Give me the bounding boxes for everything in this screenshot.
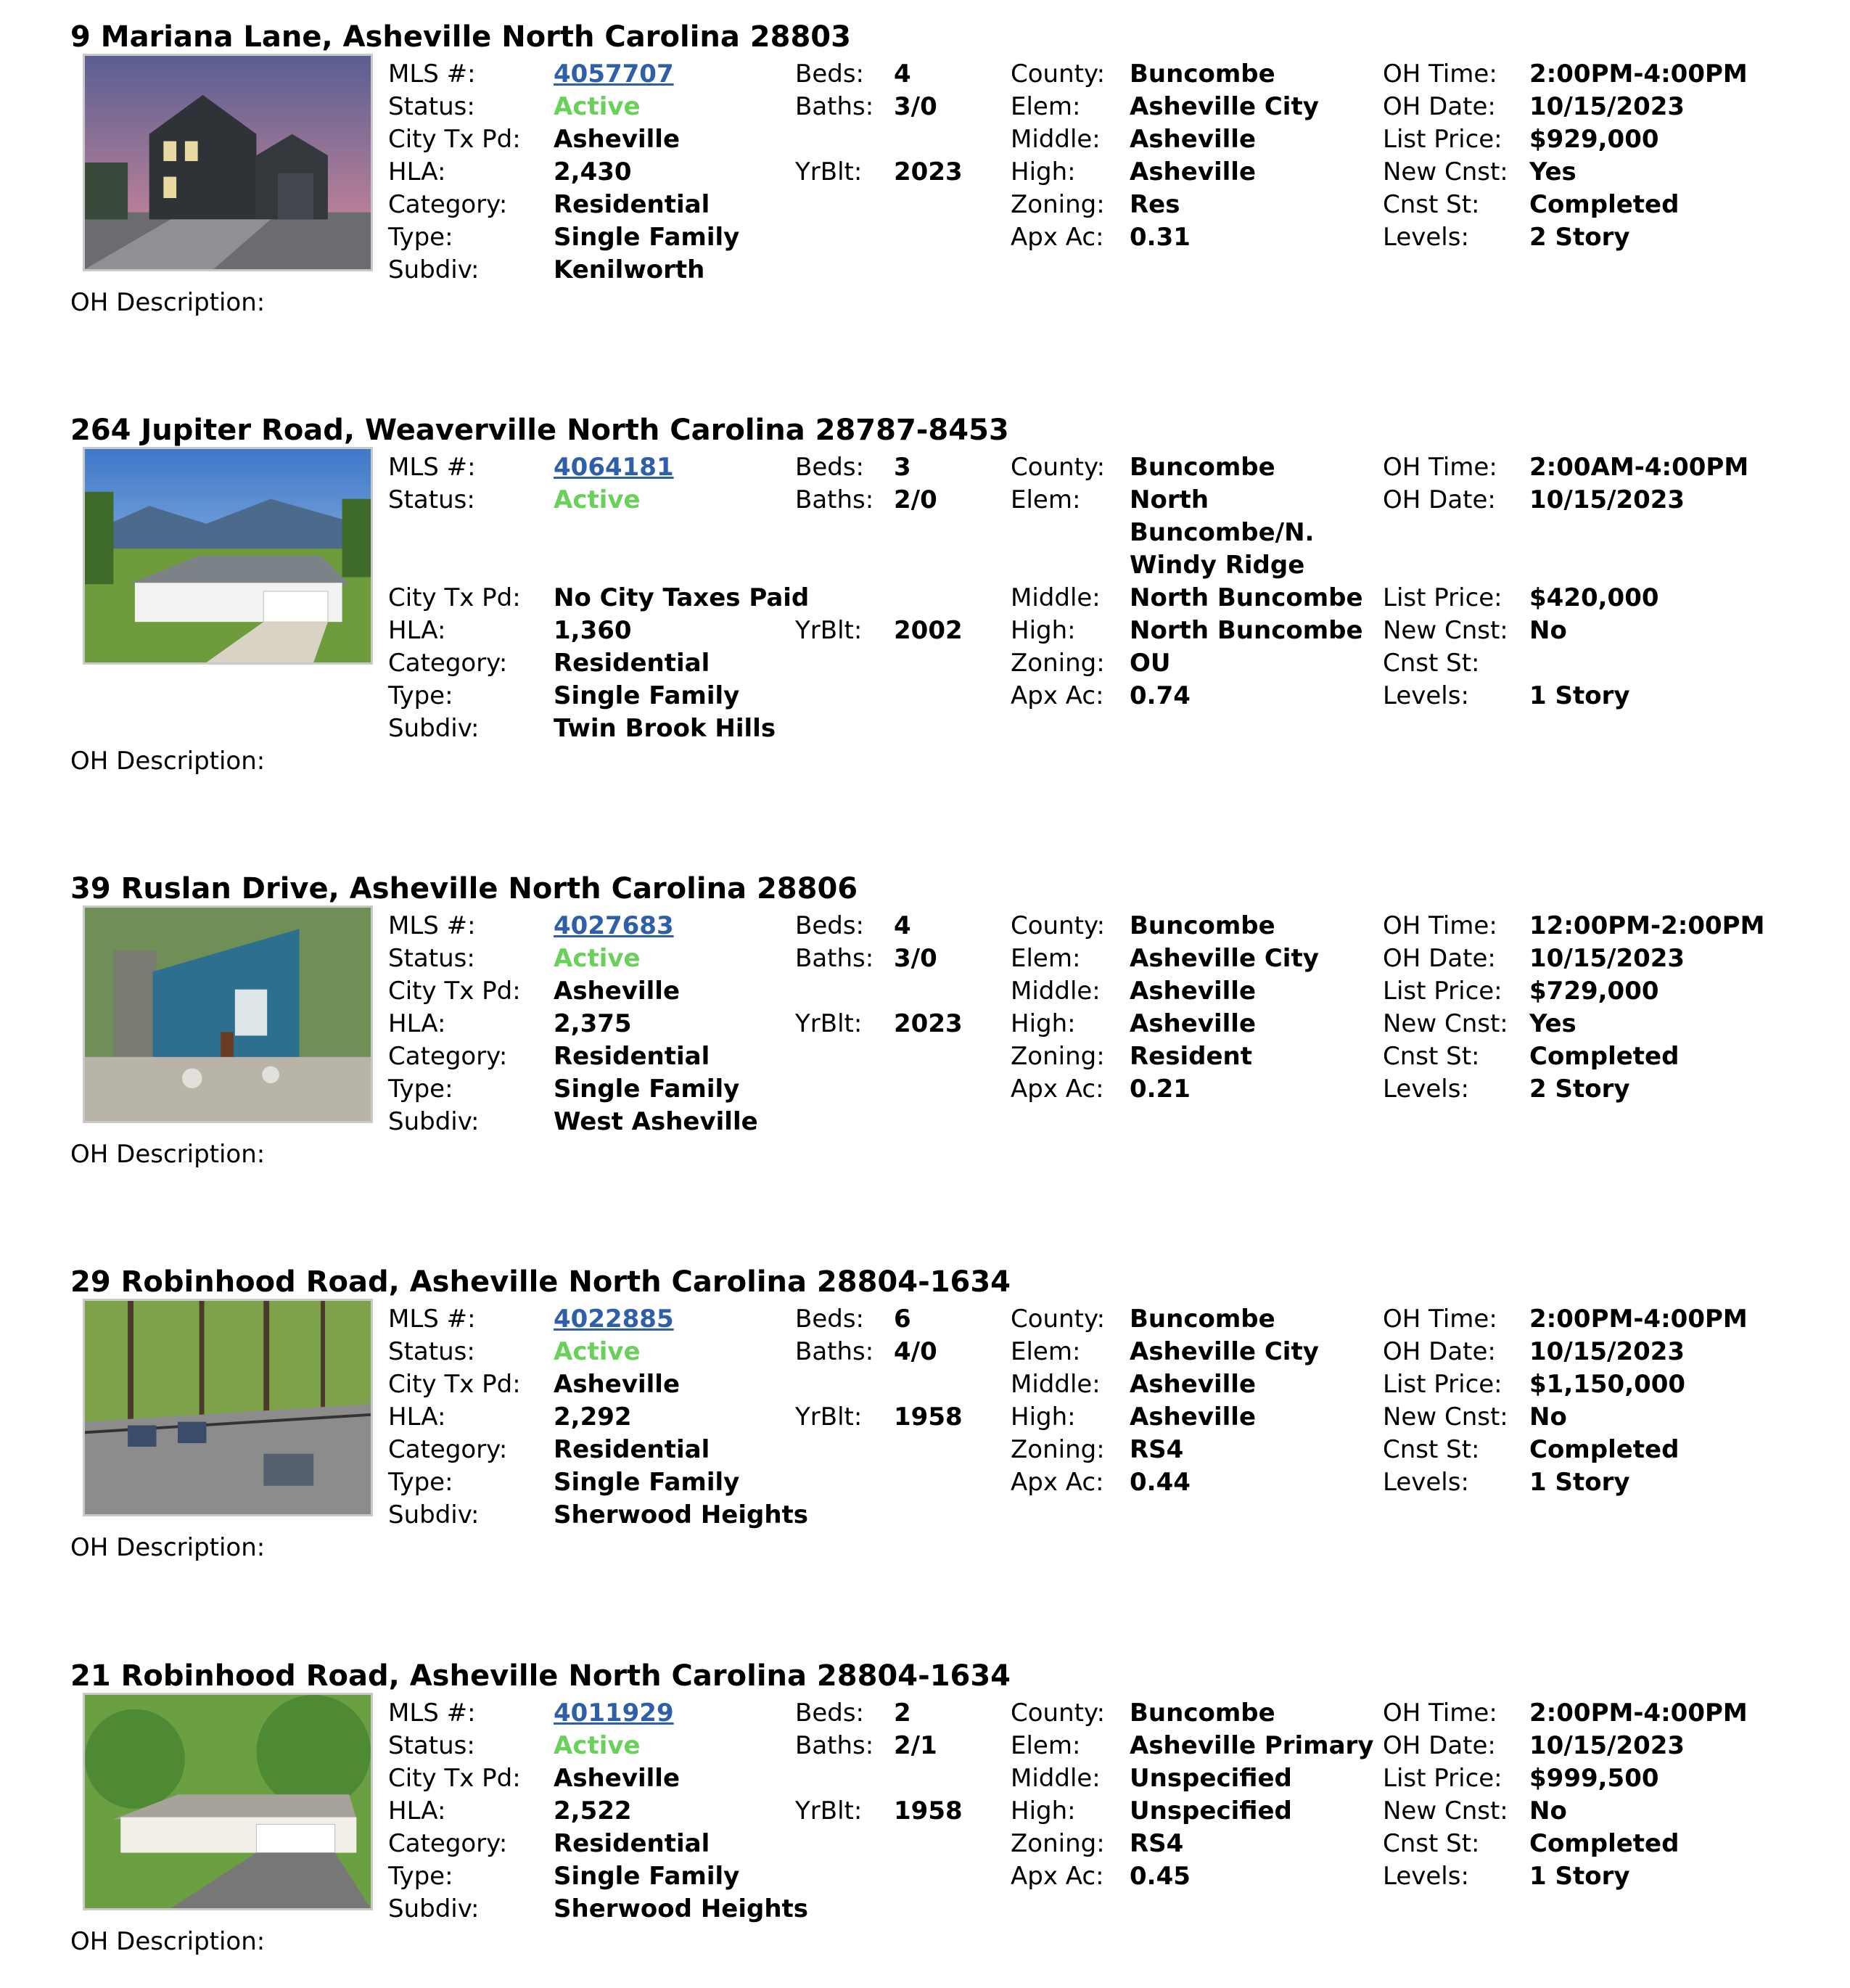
levels-label: Levels: bbox=[1383, 1862, 1469, 1891]
status-label: Status: bbox=[388, 92, 475, 121]
acres-value: 0.45 bbox=[1130, 1862, 1191, 1891]
middle-school-label: Middle: bbox=[1011, 125, 1101, 154]
high-school-label: High: bbox=[1011, 1796, 1076, 1825]
type-label: Type: bbox=[388, 1862, 453, 1891]
beds-value: 3 bbox=[894, 453, 911, 482]
yrblt-label: YrBlt: bbox=[795, 1402, 863, 1432]
county-value: Buncombe bbox=[1130, 59, 1275, 89]
oh-time-value: 2:00PM-4:00PM bbox=[1529, 1305, 1748, 1334]
construction-status-label: Cnst St: bbox=[1383, 1829, 1480, 1858]
listing-photo bbox=[83, 905, 373, 1123]
hla-value: 2,375 bbox=[554, 1009, 632, 1038]
levels-label: Levels: bbox=[1383, 681, 1469, 710]
type-value: Single Family bbox=[554, 1075, 740, 1104]
construction-status-label: Cnst St: bbox=[1383, 649, 1480, 678]
city-tax-paid-label: City Tx Pd: bbox=[388, 125, 521, 154]
mls-link[interactable]: 4022885 bbox=[554, 1305, 674, 1334]
elem-label: Elem: bbox=[1011, 944, 1081, 973]
subdivision-label: Subdiv: bbox=[388, 1107, 480, 1136]
construction-status-value: Completed bbox=[1529, 1435, 1680, 1464]
elem-value: Asheville City bbox=[1130, 92, 1319, 121]
mls-link[interactable]: 4057707 bbox=[554, 59, 674, 89]
status-label: Status: bbox=[388, 1731, 475, 1760]
oh-date-label: OH Date: bbox=[1383, 92, 1496, 121]
levels-label: Levels: bbox=[1383, 1075, 1469, 1104]
baths-value: 3/0 bbox=[894, 944, 937, 973]
middle-school-label: Middle: bbox=[1011, 977, 1101, 1006]
acres-label: Apx Ac: bbox=[1011, 1075, 1104, 1104]
hla-label: HLA: bbox=[388, 157, 446, 186]
status-label: Status: bbox=[388, 944, 475, 973]
middle-school-value: Asheville bbox=[1130, 1370, 1257, 1399]
mls-link[interactable]: 4027683 bbox=[554, 911, 674, 940]
listing-photo bbox=[83, 1299, 373, 1516]
type-value: Single Family bbox=[554, 1862, 740, 1891]
type-label: Type: bbox=[388, 1075, 453, 1104]
hla-label: HLA: bbox=[388, 1402, 446, 1432]
yrblt-label: YrBlt: bbox=[795, 1796, 863, 1825]
county-value: Buncombe bbox=[1130, 453, 1275, 482]
category-value: Residential bbox=[554, 1829, 710, 1858]
oh-date-value: 10/15/2023 bbox=[1529, 1731, 1685, 1760]
oh-date-value: 10/15/2023 bbox=[1529, 1337, 1685, 1366]
baths-value: 3/0 bbox=[894, 92, 937, 121]
middle-school-label: Middle: bbox=[1011, 1764, 1101, 1793]
construction-status-value: Completed bbox=[1529, 190, 1680, 219]
zoning-label: Zoning: bbox=[1011, 1829, 1105, 1858]
subdivision-label: Subdiv: bbox=[388, 255, 480, 284]
new-construction-label: New Cnst: bbox=[1383, 1009, 1508, 1038]
subdivision-label: Subdiv: bbox=[388, 714, 480, 743]
levels-value: 1 Story bbox=[1529, 681, 1630, 710]
county-label: County: bbox=[1011, 1699, 1106, 1728]
oh-time-value: 12:00PM-2:00PM bbox=[1529, 911, 1765, 940]
high-school-value: Asheville bbox=[1130, 1009, 1257, 1038]
middle-school-value: Asheville bbox=[1130, 977, 1257, 1006]
acres-value: 0.21 bbox=[1130, 1075, 1191, 1104]
type-label: Type: bbox=[388, 1468, 453, 1497]
zoning-label: Zoning: bbox=[1011, 649, 1105, 678]
subdivision-value: Sherwood Heights bbox=[554, 1500, 809, 1529]
oh-description-label: OH Description: bbox=[70, 1140, 266, 1169]
list-price-label: List Price: bbox=[1383, 1370, 1502, 1399]
zoning-value: Resident bbox=[1130, 1042, 1252, 1071]
listing-address: 9 Mariana Lane, Asheville North Carolina 28803 bbox=[70, 20, 851, 54]
new-construction-label: New Cnst: bbox=[1383, 1402, 1508, 1432]
oh-time-label: OH Time: bbox=[1383, 453, 1497, 482]
baths-value: 2/1 bbox=[894, 1731, 937, 1760]
high-school-label: High: bbox=[1011, 157, 1076, 186]
levels-value: 1 Story bbox=[1529, 1468, 1630, 1497]
status-label: Status: bbox=[388, 485, 475, 514]
elem-value: Asheville Primary bbox=[1130, 1731, 1374, 1760]
city-tax-paid-label: City Tx Pd: bbox=[388, 1370, 521, 1399]
acres-label: Apx Ac: bbox=[1011, 223, 1104, 252]
acres-label: Apx Ac: bbox=[1011, 1862, 1104, 1891]
mls-label: MLS #: bbox=[388, 453, 476, 482]
oh-date-value: 10/15/2023 bbox=[1529, 944, 1685, 973]
middle-school-label: Middle: bbox=[1011, 583, 1101, 612]
list-price-label: List Price: bbox=[1383, 583, 1502, 612]
type-label: Type: bbox=[388, 223, 453, 252]
list-price-value: $729,000 bbox=[1529, 977, 1659, 1006]
city-tax-paid-label: City Tx Pd: bbox=[388, 583, 521, 612]
oh-date-label: OH Date: bbox=[1383, 944, 1496, 973]
middle-school-value: Asheville bbox=[1130, 125, 1257, 154]
new-construction-value: Yes bbox=[1529, 1009, 1576, 1038]
beds-label: Beds: bbox=[795, 1305, 864, 1334]
listing-address: 264 Jupiter Road, Weaverville North Carolina 28787-8453 bbox=[70, 414, 1009, 447]
subdivision-value: West Asheville bbox=[554, 1107, 758, 1136]
category-label: Category: bbox=[388, 1042, 508, 1071]
listing-address: 29 Robinhood Road, Asheville North Carolina 28804-1634 bbox=[70, 1265, 1011, 1299]
levels-label: Levels: bbox=[1383, 1468, 1469, 1497]
status-label: Status: bbox=[388, 1337, 475, 1366]
list-price-value: $929,000 bbox=[1529, 125, 1659, 154]
county-label: County: bbox=[1011, 911, 1106, 940]
oh-date-label: OH Date: bbox=[1383, 1337, 1496, 1366]
oh-time-value: 2:00PM-4:00PM bbox=[1529, 1699, 1748, 1728]
yrblt-value: 2023 bbox=[894, 157, 963, 186]
oh-date-label: OH Date: bbox=[1383, 1731, 1496, 1760]
listing-address: 21 Robinhood Road, Asheville North Carolina 28804-1634 bbox=[70, 1659, 1011, 1693]
acres-label: Apx Ac: bbox=[1011, 1468, 1104, 1497]
oh-description-label: OH Description: bbox=[70, 288, 266, 317]
category-label: Category: bbox=[388, 649, 508, 678]
hla-value: 2,292 bbox=[554, 1402, 632, 1432]
county-value: Buncombe bbox=[1130, 911, 1275, 940]
elem-value: Asheville City bbox=[1130, 944, 1319, 973]
construction-status-value: Completed bbox=[1529, 1829, 1680, 1858]
high-school-label: High: bbox=[1011, 616, 1076, 645]
zoning-label: Zoning: bbox=[1011, 1435, 1105, 1464]
category-value: Residential bbox=[554, 649, 710, 678]
oh-date-value: 10/15/2023 bbox=[1529, 485, 1685, 514]
listing-photo bbox=[83, 447, 373, 665]
status-value: Active bbox=[554, 944, 641, 973]
oh-time-value: 2:00PM-4:00PM bbox=[1529, 59, 1748, 89]
elem-value: Buncombe/N. bbox=[1130, 518, 1315, 547]
zoning-label: Zoning: bbox=[1011, 1042, 1105, 1071]
mls-label: MLS #: bbox=[388, 1305, 476, 1334]
new-construction-value: No bbox=[1529, 616, 1567, 645]
subdivision-label: Subdiv: bbox=[388, 1500, 480, 1529]
beds-value: 4 bbox=[894, 59, 911, 89]
category-value: Residential bbox=[554, 1435, 710, 1464]
yrblt-label: YrBlt: bbox=[795, 157, 863, 186]
oh-time-label: OH Time: bbox=[1383, 1699, 1497, 1728]
city-tax-paid-value: Asheville bbox=[554, 977, 681, 1006]
subdivision-value: Twin Brook Hills bbox=[554, 714, 776, 743]
list-price-label: List Price: bbox=[1383, 125, 1502, 154]
mls-label: MLS #: bbox=[388, 911, 476, 940]
elem-value: Asheville City bbox=[1130, 1337, 1319, 1366]
levels-label: Levels: bbox=[1383, 223, 1469, 252]
city-tax-paid-label: City Tx Pd: bbox=[388, 977, 521, 1006]
type-value: Single Family bbox=[554, 223, 740, 252]
levels-value: 2 Story bbox=[1529, 223, 1630, 252]
county-label: County: bbox=[1011, 1305, 1106, 1334]
hla-value: 1,360 bbox=[554, 616, 632, 645]
hla-label: HLA: bbox=[388, 1009, 446, 1038]
elem-label: Elem: bbox=[1011, 1731, 1081, 1760]
construction-status-label: Cnst St: bbox=[1383, 190, 1480, 219]
mls-link[interactable]: 4064181 bbox=[554, 453, 674, 482]
list-price-value: $1,150,000 bbox=[1529, 1370, 1686, 1399]
county-label: County: bbox=[1011, 453, 1106, 482]
construction-status-value: Completed bbox=[1529, 1042, 1680, 1071]
yrblt-value: 1958 bbox=[894, 1402, 963, 1432]
baths-label: Baths: bbox=[795, 1337, 874, 1366]
beds-label: Beds: bbox=[795, 911, 864, 940]
status-value: Active bbox=[554, 92, 641, 121]
list-price-label: List Price: bbox=[1383, 977, 1502, 1006]
yrblt-value: 2023 bbox=[894, 1009, 963, 1038]
type-label: Type: bbox=[388, 681, 453, 710]
county-value: Buncombe bbox=[1130, 1699, 1275, 1728]
baths-label: Baths: bbox=[795, 92, 874, 121]
subdivision-value: Sherwood Heights bbox=[554, 1894, 809, 1923]
status-value: Active bbox=[554, 1731, 641, 1760]
beds-label: Beds: bbox=[795, 59, 864, 89]
list-price-value: $999,500 bbox=[1529, 1764, 1659, 1793]
city-tax-paid-value: No City Taxes Paid bbox=[554, 583, 810, 612]
new-construction-label: New Cnst: bbox=[1383, 1796, 1508, 1825]
yrblt-label: YrBlt: bbox=[795, 616, 863, 645]
oh-time-label: OH Time: bbox=[1383, 1305, 1497, 1334]
middle-school-label: Middle: bbox=[1011, 1370, 1101, 1399]
city-tax-paid-label: City Tx Pd: bbox=[388, 1764, 521, 1793]
listing-photo bbox=[83, 1693, 373, 1910]
oh-time-label: OH Time: bbox=[1383, 59, 1497, 89]
elem-label: Elem: bbox=[1011, 92, 1081, 121]
beds-value: 6 bbox=[894, 1305, 911, 1334]
mls-label: MLS #: bbox=[388, 1699, 476, 1728]
zoning-label: Zoning: bbox=[1011, 190, 1105, 219]
hla-label: HLA: bbox=[388, 1796, 446, 1825]
acres-label: Apx Ac: bbox=[1011, 681, 1104, 710]
high-school-value: Unspecified bbox=[1130, 1796, 1292, 1825]
beds-label: Beds: bbox=[795, 453, 864, 482]
new-construction-value: No bbox=[1529, 1796, 1567, 1825]
baths-value: 4/0 bbox=[894, 1337, 937, 1366]
middle-school-value: Unspecified bbox=[1130, 1764, 1292, 1793]
category-value: Residential bbox=[554, 1042, 710, 1071]
city-tax-paid-value: Asheville bbox=[554, 1764, 681, 1793]
elem-value: Windy Ridge bbox=[1130, 551, 1305, 580]
high-school-value: North Buncombe bbox=[1130, 616, 1363, 645]
new-construction-label: New Cnst: bbox=[1383, 616, 1508, 645]
hla-value: 2,522 bbox=[554, 1796, 632, 1825]
baths-label: Baths: bbox=[795, 1731, 874, 1760]
oh-time-value: 2:00AM-4:00PM bbox=[1529, 453, 1749, 482]
oh-description-label: OH Description: bbox=[70, 747, 266, 776]
oh-date-label: OH Date: bbox=[1383, 485, 1496, 514]
acres-value: 0.74 bbox=[1130, 681, 1191, 710]
zoning-value: RS4 bbox=[1130, 1829, 1184, 1858]
levels-value: 2 Story bbox=[1529, 1075, 1630, 1104]
oh-description-label: OH Description: bbox=[70, 1927, 266, 1956]
new-construction-value: Yes bbox=[1529, 157, 1576, 186]
acres-value: 0.44 bbox=[1130, 1468, 1191, 1497]
category-label: Category: bbox=[388, 1435, 508, 1464]
city-tax-paid-value: Asheville bbox=[554, 1370, 681, 1399]
middle-school-value: North Buncombe bbox=[1130, 583, 1363, 612]
construction-status-label: Cnst St: bbox=[1383, 1435, 1480, 1464]
hla-label: HLA: bbox=[388, 616, 446, 645]
subdivision-value: Kenilworth bbox=[554, 255, 705, 284]
high-school-value: Asheville bbox=[1130, 1402, 1257, 1432]
high-school-label: High: bbox=[1011, 1009, 1076, 1038]
oh-time-label: OH Time: bbox=[1383, 911, 1497, 940]
county-value: Buncombe bbox=[1130, 1305, 1275, 1334]
yrblt-value: 1958 bbox=[894, 1796, 963, 1825]
mls-link[interactable]: 4011929 bbox=[554, 1699, 674, 1728]
list-price-label: List Price: bbox=[1383, 1764, 1502, 1793]
new-construction-label: New Cnst: bbox=[1383, 157, 1508, 186]
acres-value: 0.31 bbox=[1130, 223, 1191, 252]
elem-label: Elem: bbox=[1011, 1337, 1081, 1366]
high-school-label: High: bbox=[1011, 1402, 1076, 1432]
listing-photo bbox=[83, 54, 373, 271]
beds-value: 2 bbox=[894, 1699, 911, 1728]
construction-status-label: Cnst St: bbox=[1383, 1042, 1480, 1071]
list-price-value: $420,000 bbox=[1529, 583, 1659, 612]
oh-description-label: OH Description: bbox=[70, 1533, 266, 1562]
yrblt-value: 2002 bbox=[894, 616, 963, 645]
subdivision-label: Subdiv: bbox=[388, 1894, 480, 1923]
status-value: Active bbox=[554, 485, 641, 514]
city-tax-paid-value: Asheville bbox=[554, 125, 681, 154]
mls-label: MLS #: bbox=[388, 59, 476, 89]
yrblt-label: YrBlt: bbox=[795, 1009, 863, 1038]
type-value: Single Family bbox=[554, 1468, 740, 1497]
baths-label: Baths: bbox=[795, 944, 874, 973]
high-school-value: Asheville bbox=[1130, 157, 1257, 186]
beds-value: 4 bbox=[894, 911, 911, 940]
county-label: County: bbox=[1011, 59, 1106, 89]
type-value: Single Family bbox=[554, 681, 740, 710]
new-construction-value: No bbox=[1529, 1402, 1567, 1432]
baths-value: 2/0 bbox=[894, 485, 937, 514]
zoning-value: Res bbox=[1130, 190, 1180, 219]
category-label: Category: bbox=[388, 190, 508, 219]
beds-label: Beds: bbox=[795, 1699, 864, 1728]
oh-date-value: 10/15/2023 bbox=[1529, 92, 1685, 121]
levels-value: 1 Story bbox=[1529, 1862, 1630, 1891]
elem-label: Elem: bbox=[1011, 485, 1081, 514]
status-value: Active bbox=[554, 1337, 641, 1366]
category-label: Category: bbox=[388, 1829, 508, 1858]
baths-label: Baths: bbox=[795, 485, 874, 514]
zoning-value: OU bbox=[1130, 649, 1171, 678]
zoning-value: RS4 bbox=[1130, 1435, 1184, 1464]
listing-address: 39 Ruslan Drive, Asheville North Carolina 28806 bbox=[70, 872, 858, 905]
elem-value: North bbox=[1130, 485, 1209, 514]
hla-value: 2,430 bbox=[554, 157, 632, 186]
category-value: Residential bbox=[554, 190, 710, 219]
